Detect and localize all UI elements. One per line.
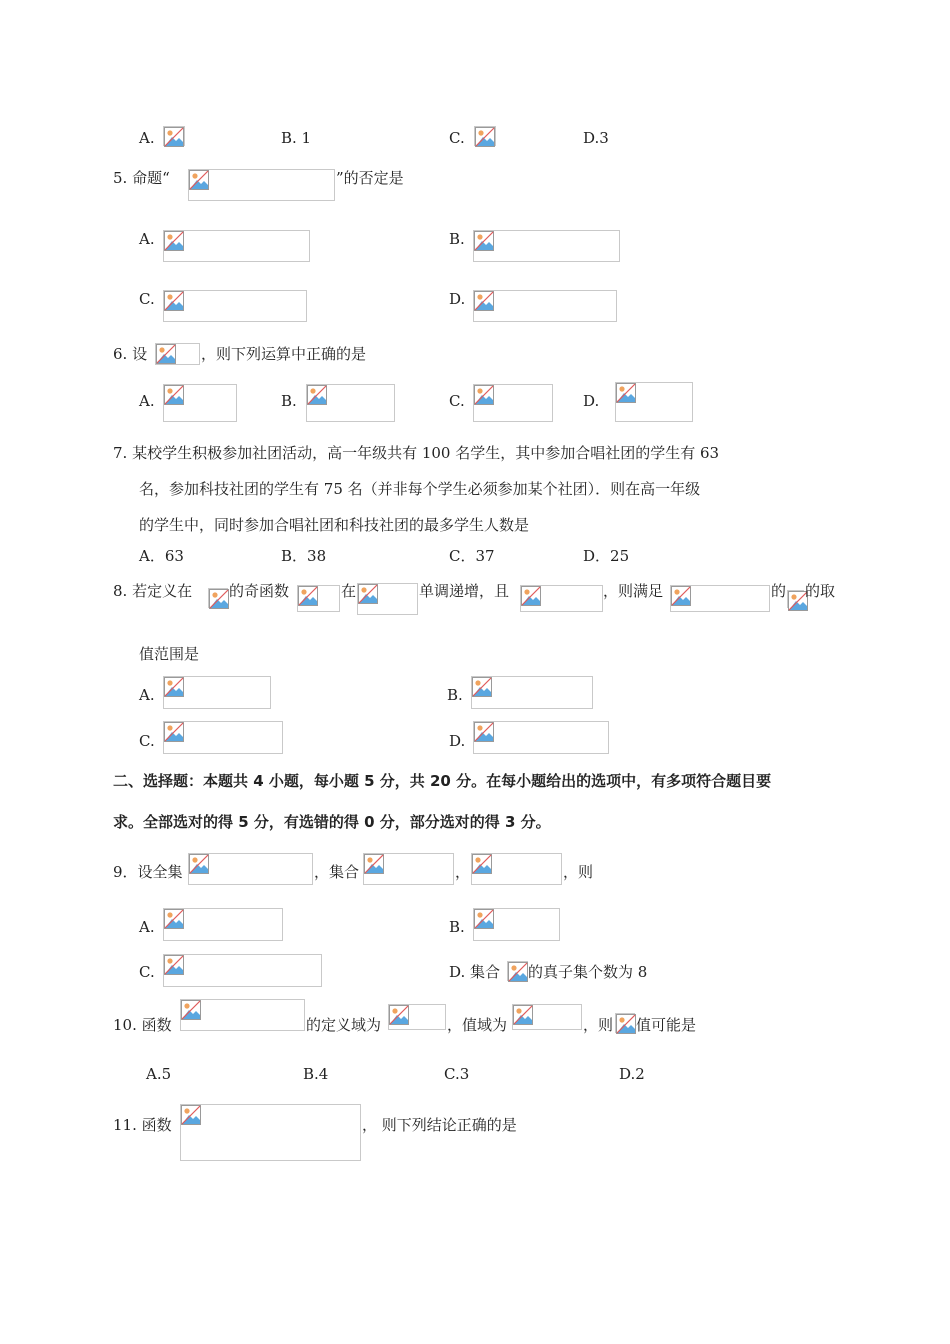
q7-stem-line-2: 名，参加科技社团的学生有 75 名（并非每个学生必须参加某个社团）．则在高一年级	[139, 480, 701, 498]
q6-option-d-label: D.	[583, 392, 600, 410]
q8-text-of: 的	[771, 582, 787, 600]
broken-image-icon	[389, 1005, 409, 1025]
q8-text-odd-function: 的奇函数	[229, 582, 290, 600]
q5-option-a-image	[163, 230, 310, 262]
q9-stem-start: 9．设全集	[113, 863, 183, 881]
q7-option-c: C．37	[449, 547, 495, 565]
q8-inequality-image	[670, 585, 770, 612]
q6-stem-end: ，则下列运算中正确的是	[201, 345, 367, 363]
q8-option-a-image	[163, 676, 271, 709]
q8-interval-image	[357, 583, 418, 615]
q4-option-d: D.3	[583, 129, 609, 147]
broken-image-icon	[513, 1005, 533, 1025]
q5-option-c-image	[163, 290, 307, 322]
broken-image-icon	[474, 291, 494, 311]
broken-image-icon	[616, 1014, 636, 1034]
q7-option-d: D．25	[583, 547, 630, 565]
q9-option-d-label: D. 集合	[449, 963, 501, 981]
q8-option-a-label: A.	[139, 686, 155, 704]
q7-option-a: A．63	[139, 547, 184, 565]
broken-image-icon	[164, 127, 184, 147]
broken-image-icon	[164, 677, 184, 697]
q9-option-b-label: B.	[449, 918, 465, 936]
q4-option-c-image	[474, 126, 496, 146]
broken-image-icon	[164, 955, 184, 975]
q5-option-c-label: C.	[139, 290, 155, 308]
q10-option-a: A.5	[146, 1065, 172, 1083]
broken-image-icon	[472, 854, 492, 874]
q4-option-c-label: C.	[449, 129, 465, 147]
q4-option-b: B. 1	[281, 129, 312, 147]
q9-text-set: ，集合	[314, 863, 360, 881]
q8-variable-image	[787, 590, 804, 608]
q5-stem-end: ”的否定是	[336, 169, 404, 187]
q5-option-b-label: B.	[449, 230, 465, 248]
q8-text-increasing: 单调递增，且	[419, 582, 510, 600]
q9-set-a-image	[363, 853, 454, 885]
q9-option-a-label: A.	[139, 918, 155, 936]
broken-image-icon	[521, 586, 541, 606]
broken-image-icon	[156, 344, 176, 364]
q9-option-d-text: 的真子集个数为 8	[528, 963, 648, 981]
broken-image-icon	[307, 385, 327, 405]
q8-option-c-label: C.	[139, 732, 155, 750]
q9-text-comma: ，	[455, 863, 471, 881]
broken-image-icon	[616, 383, 636, 403]
broken-image-icon	[189, 170, 209, 190]
q6-option-d-image	[615, 382, 693, 422]
q8-option-d-image	[473, 721, 609, 754]
q5-stem-start: 5. 命题“	[113, 169, 170, 187]
q10-text-domain: 的定义域为	[306, 1016, 382, 1034]
q8-text-take: 的取	[805, 582, 836, 600]
q4-option-a-image	[163, 126, 185, 146]
q7-stem-line-3: 的学生中，同时参加合唱社团和科技社团的最多学生人数是	[139, 516, 530, 534]
q7-stem-line-1: 7. 某校学生积极参加社团活动，高一年级共有 100 名学生，其中参加合唱社团的学生有 63	[113, 444, 720, 462]
broken-image-icon	[164, 385, 184, 405]
broken-image-icon	[508, 962, 528, 982]
q6-option-b-label: B.	[281, 392, 297, 410]
q10-option-b: B.4	[303, 1065, 329, 1083]
q8-option-c-image	[163, 721, 283, 754]
section-2-heading-line-2: 求。全部选对的得 5 分，有选错的得 0 分，部分选对的得 3 分。	[113, 813, 551, 831]
q5-option-b-image	[473, 230, 620, 262]
q5-option-d-label: D.	[449, 290, 466, 308]
broken-image-icon	[475, 127, 495, 147]
q6-option-c-label: C.	[449, 392, 465, 410]
q10-option-c: C.3	[444, 1065, 470, 1083]
broken-image-icon	[164, 291, 184, 311]
q6-option-a-label: A.	[139, 392, 155, 410]
q8-function-image	[297, 585, 340, 612]
q6-stem-start: 6. 设	[113, 345, 148, 363]
broken-image-icon	[298, 586, 318, 606]
q5-option-d-image	[473, 290, 617, 322]
q10-range-image	[512, 1004, 582, 1030]
section-2-heading-line-1: 二、选择题：本题共 4 小题，每小题 5 分，共 20 分。在每小题给出的选项中，有多项符合题目要	[113, 772, 772, 790]
q9-option-d-set-image	[507, 961, 528, 981]
q8-text-on: 在	[341, 582, 357, 600]
q8-option-b-image	[471, 676, 593, 709]
broken-image-icon	[358, 584, 378, 604]
broken-image-icon	[364, 854, 384, 874]
broken-image-icon	[474, 231, 494, 251]
q8-stem-line-2: 值范围是	[139, 645, 200, 663]
q11-function-image	[180, 1104, 361, 1161]
broken-image-icon	[189, 854, 209, 874]
q7-option-b: B．38	[281, 547, 327, 565]
q5-option-a-label: A.	[139, 230, 155, 248]
q8-option-d-label: D.	[449, 732, 466, 750]
q9-option-c-label: C.	[139, 963, 155, 981]
q10-domain-image	[388, 1004, 446, 1030]
q9-universal-set-image	[188, 853, 313, 885]
broken-image-icon	[181, 1105, 201, 1125]
broken-image-icon	[474, 385, 494, 405]
q8-stem-start: 8. 若定义在	[113, 582, 193, 600]
q4-option-a-label: A.	[139, 129, 155, 147]
q6-condition-image	[155, 343, 200, 365]
q11-stem-start: 11. 函数	[113, 1116, 172, 1134]
broken-image-icon	[671, 586, 691, 606]
q9-option-c-image	[163, 954, 322, 987]
q8-option-b-label: B.	[447, 686, 463, 704]
q10-variable-image	[615, 1013, 635, 1033]
broken-image-icon	[209, 589, 229, 609]
broken-image-icon	[164, 231, 184, 251]
q10-function-image	[180, 999, 305, 1031]
broken-image-icon	[181, 1000, 201, 1020]
q8-domain-image	[208, 588, 228, 608]
q9-text-then: ，则	[563, 863, 594, 881]
q8-value-image	[520, 585, 603, 612]
broken-image-icon	[474, 722, 494, 742]
q9-option-a-image	[163, 908, 283, 941]
broken-image-icon	[472, 677, 492, 697]
q9-option-b-image	[473, 908, 560, 941]
q10-text-possible: 值可能是	[636, 1016, 697, 1034]
q6-option-b-image	[306, 384, 395, 422]
q10-option-d: D.2	[619, 1065, 645, 1083]
q9-set-b-image	[471, 853, 562, 885]
q6-option-a-image	[163, 384, 237, 422]
q10-text-range: ，值域为	[447, 1016, 508, 1034]
broken-image-icon	[474, 909, 494, 929]
q11-stem-end: ， 则下列结论正确的是	[362, 1116, 517, 1134]
broken-image-icon	[164, 909, 184, 929]
q8-text-satisfy: ，则满足	[603, 582, 664, 600]
q10-stem-start: 10. 函数	[113, 1016, 172, 1034]
q5-proposition-image	[188, 169, 335, 201]
q10-text-then: ，则	[583, 1016, 614, 1034]
q6-option-c-image	[473, 384, 553, 422]
broken-image-icon	[164, 722, 184, 742]
